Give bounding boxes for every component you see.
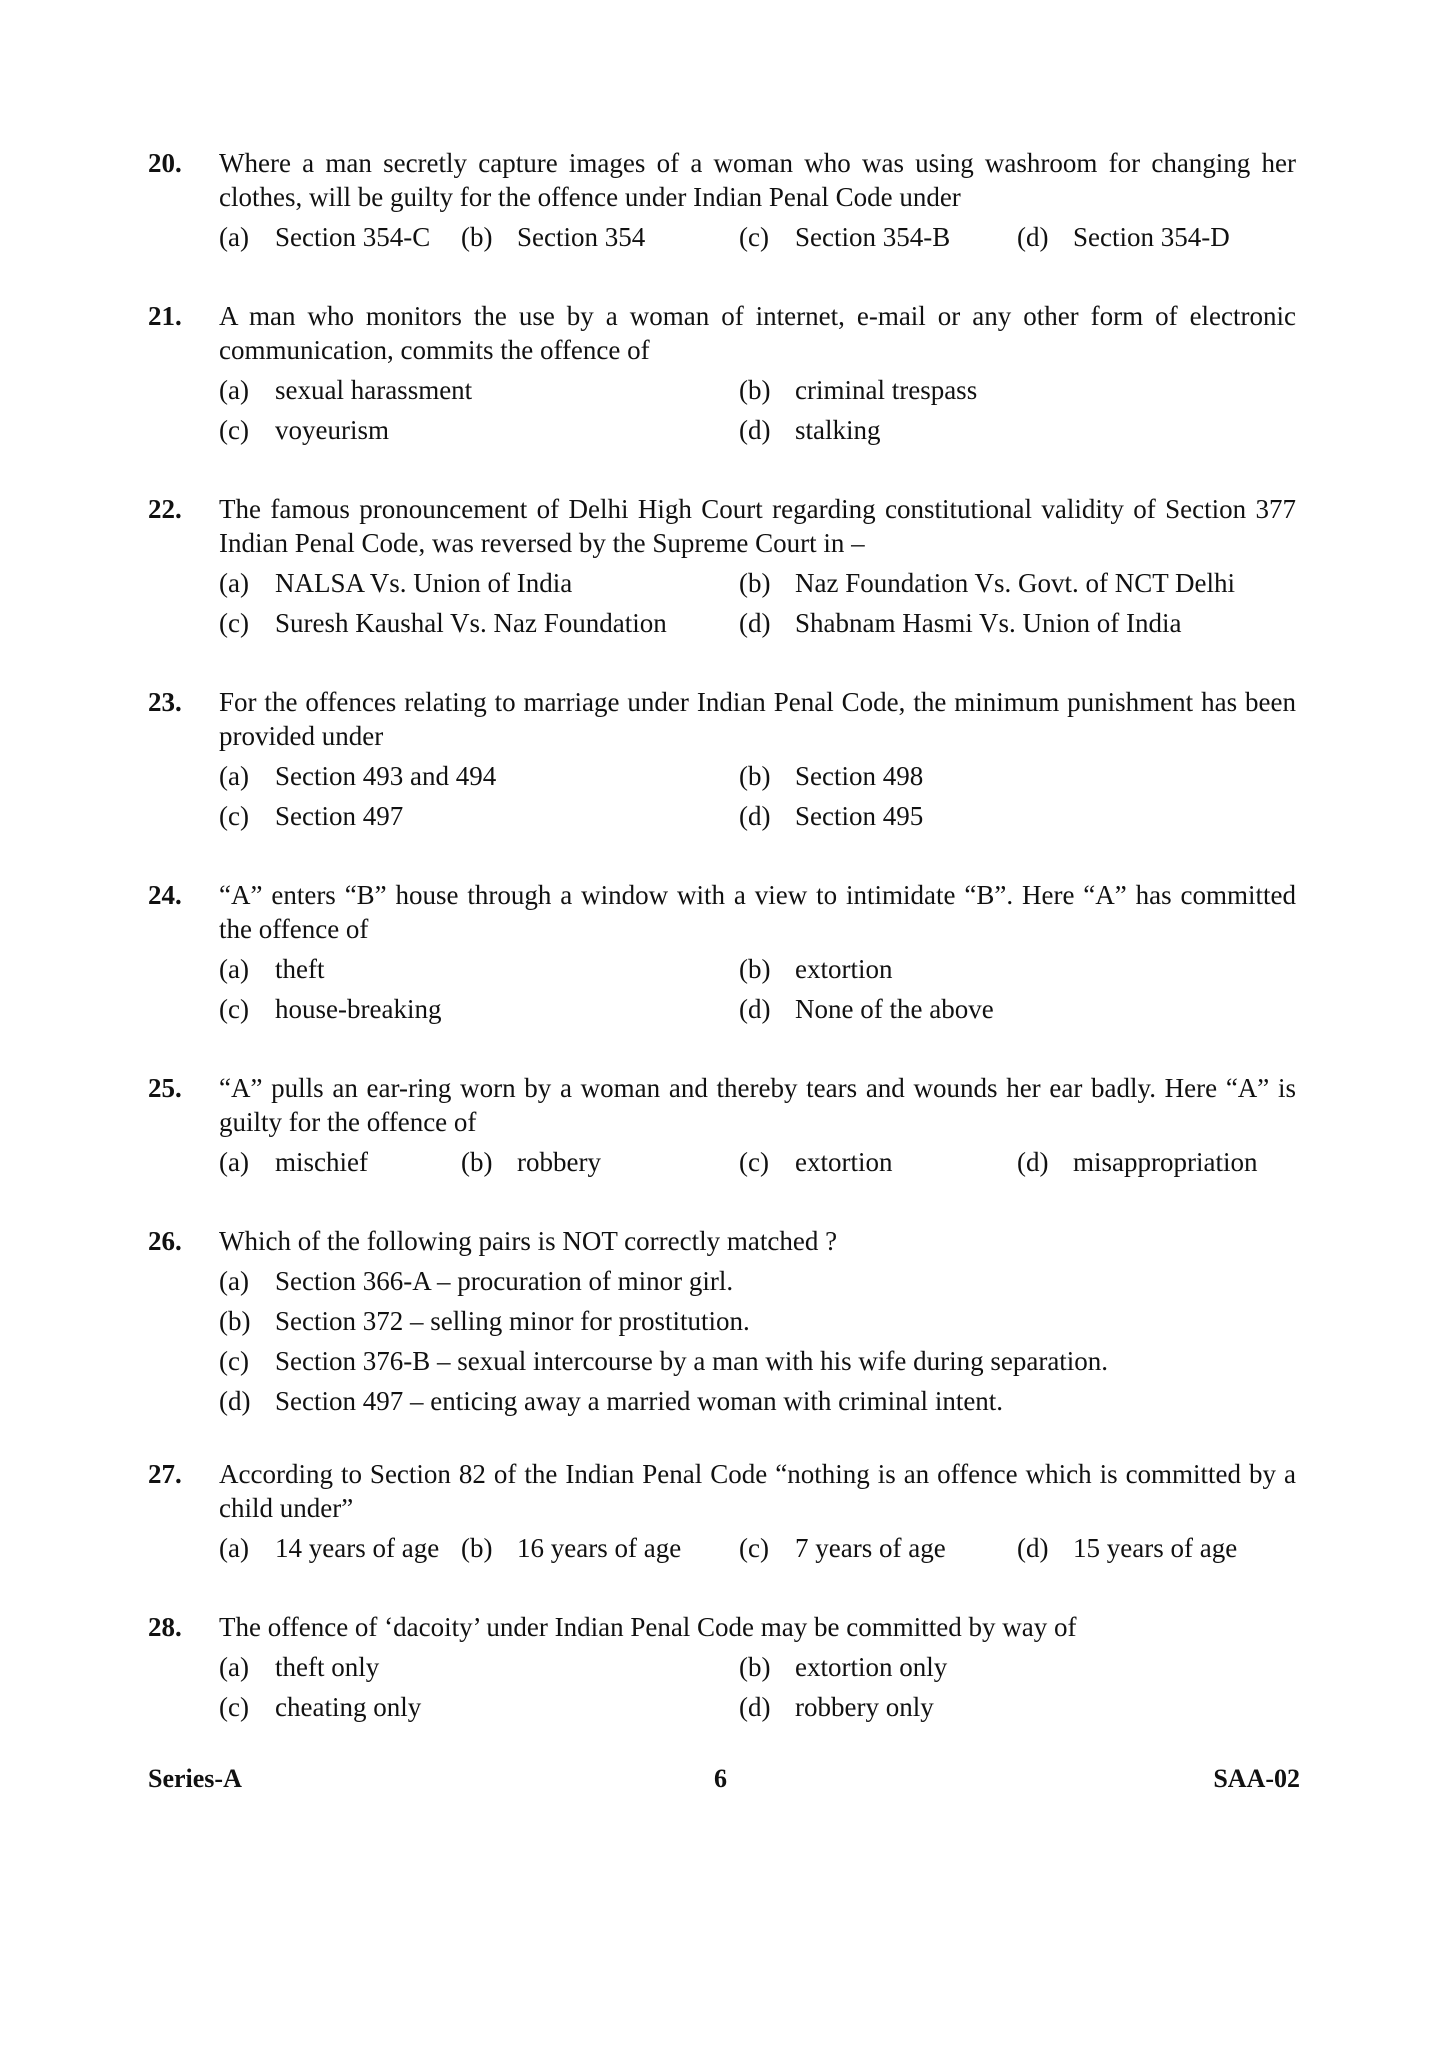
footer-series: Series-A: [148, 1764, 242, 1793]
question-27: [148, 1457, 1296, 1571]
options: [219, 1264, 1296, 1424]
option-c: (c) house-breaking: [219, 994, 442, 1024]
question-number: 24.: [148, 880, 182, 910]
options: [219, 220, 1296, 260]
option-a: (a) Section 354-C: [219, 222, 431, 252]
question-22: [148, 492, 1296, 646]
question-text: “A” pulls an ear-ring worn by a woman and thereby tears and wounds her ear badly. Here “A” is guilty for the offence of: [219, 1073, 1296, 1137]
option-b: (b) extortion only: [739, 1652, 948, 1682]
question-number: 28.: [148, 1612, 182, 1642]
option-b: (b) extortion: [739, 954, 893, 984]
option-b: (b) Section 354: [461, 222, 646, 252]
options: [219, 1145, 1296, 1185]
option-d: (d) robbery only: [739, 1692, 934, 1722]
option-d: (d) stalking: [739, 415, 881, 445]
option-a: (a) Section 493 and 494: [219, 761, 497, 791]
footer-code: SAA-02: [1213, 1764, 1300, 1793]
option-a: (a) Section 366-A – procuration of minor girl.: [219, 1266, 734, 1296]
option-c: (c) 7 years of age: [739, 1533, 946, 1563]
option-a: (a) sexual harassment: [219, 375, 473, 405]
option-c: (c) cheating only: [219, 1692, 422, 1722]
option-c: (c) Suresh Kaushal Vs. Naz Foundation: [219, 608, 667, 638]
option-b: (b) 16 years of age: [461, 1533, 682, 1563]
question-text: The famous pronouncement of Delhi High Court regarding constitutional validity of Section 377 Indian Penal Code, was reversed by the Supreme Court in –: [219, 494, 1296, 558]
question-number: 22.: [148, 494, 182, 524]
option-c: (c) extortion: [739, 1147, 893, 1177]
question-number: 26.: [148, 1226, 182, 1256]
question-text: According to Section 82 of the Indian Penal Code “nothing is an offence which is committed by a child under”: [219, 1459, 1296, 1523]
question-24: [148, 878, 1296, 1032]
options: [219, 566, 1296, 646]
question-number: 20.: [148, 148, 182, 178]
options: [219, 952, 1296, 1032]
question-21: [148, 299, 1296, 453]
option-b: (b) Section 498: [739, 761, 924, 791]
options: [219, 1531, 1296, 1571]
options: [219, 373, 1296, 453]
option-b: (b) Naz Foundation Vs. Govt. of NCT Delhi: [739, 568, 1235, 598]
question-23: [148, 685, 1296, 839]
question-number: 25.: [148, 1073, 182, 1103]
question-text: A man who monitors the use by a woman of internet, e-mail or any other form of electronic communication, commits the offence of: [219, 301, 1296, 365]
question-number: 23.: [148, 687, 182, 717]
option-c: (c) Section 354-B: [739, 222, 951, 252]
question-28: [148, 1610, 1296, 1730]
question-text: Where a man secretly capture images of a woman who was using washroom for changing her clothes, will be guilty for the offence under Indian Penal Code under: [219, 148, 1296, 212]
question-text: For the offences relating to marriage under Indian Penal Code, the minimum punishment has been provided under: [219, 687, 1296, 751]
option-b: (b) robbery: [461, 1147, 601, 1177]
option-d: (d) Section 354-D: [1017, 222, 1230, 252]
options: [219, 759, 1296, 839]
question-text: “A” enters “B” house through a window with a view to intimidate “B”. Here “A” has committed the offence of: [219, 880, 1296, 944]
option-c: (c) Section 497: [219, 801, 404, 831]
question-text: Which of the following pairs is NOT correctly matched ?: [219, 1226, 838, 1256]
option-a: (a) mischief: [219, 1147, 368, 1177]
option-c: (c) voyeurism: [219, 415, 389, 445]
option-d: (d) misappropriation: [1017, 1147, 1258, 1177]
options: [219, 1650, 1296, 1730]
option-a: (a) 14 years of age: [219, 1533, 440, 1563]
question-20: [148, 146, 1296, 260]
question-number: 21.: [148, 301, 182, 331]
question-25: [148, 1071, 1296, 1185]
option-c: (c) Section 376-B – sexual intercourse by a man with his wife during separation.: [219, 1346, 1109, 1376]
question-26: [148, 1224, 1296, 1424]
option-a: (a) theft only: [219, 1652, 380, 1682]
option-b: (b) criminal trespass: [739, 375, 978, 405]
footer-page-number: 6: [714, 1764, 727, 1793]
option-a: (a) NALSA Vs. Union of India: [219, 568, 573, 598]
option-a: (a) theft: [219, 954, 325, 984]
option-d: (d) 15 years of age: [1017, 1533, 1238, 1563]
question-number: 27.: [148, 1459, 182, 1489]
option-b: (b) Section 372 – selling minor for prostitution.: [219, 1306, 750, 1336]
option-d: (d) Section 497 – enticing away a married woman with criminal intent.: [219, 1386, 1004, 1416]
question-text: The offence of ‘dacoity’ under Indian Penal Code may be committed by way of: [219, 1612, 1077, 1642]
option-d: (d) Shabnam Hasmi Vs. Union of India: [739, 608, 1182, 638]
option-d: (d) None of the above: [739, 994, 994, 1024]
option-d: (d) Section 495: [739, 801, 924, 831]
